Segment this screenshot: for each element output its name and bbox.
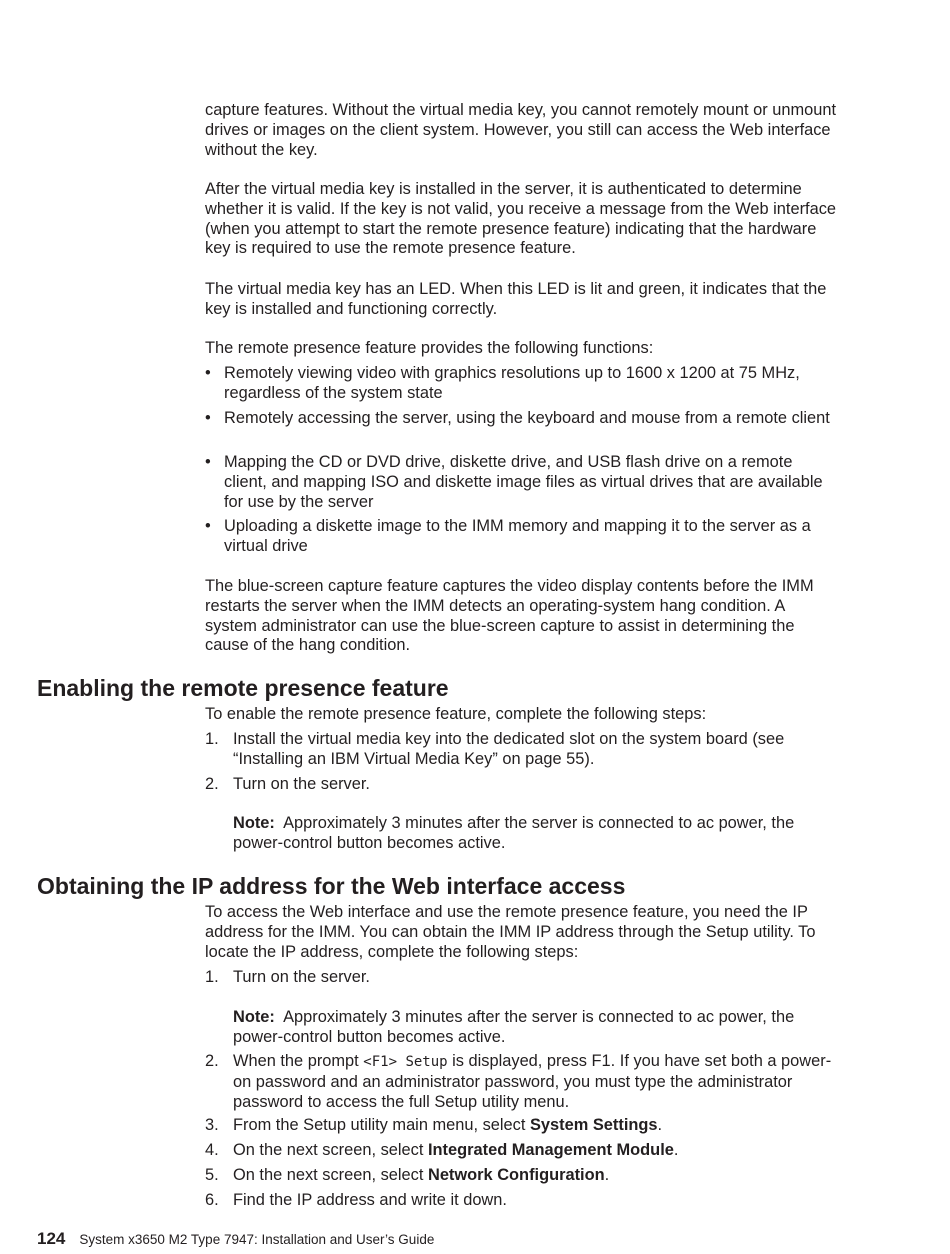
- list-item: [205, 453, 837, 512]
- step-number: 2.: [205, 775, 219, 793]
- list-item-text: Remotely viewing video with graphics resolutions up to 1600 x 1200 at 75 MHz, regardless of the system state: [224, 364, 800, 402]
- step-number: 1.: [205, 730, 219, 748]
- prompt-code: <F1> Setup: [363, 1054, 448, 1070]
- step-item: [205, 1191, 837, 1211]
- menu-item-network-configuration: Network Configuration: [427, 1166, 605, 1184]
- note-label: Note:: [233, 814, 275, 832]
- step-item: [205, 1166, 837, 1186]
- paragraph-key-led: The virtual media key has an LED. When this LED is lit and green, it indicates that the key is installed and functioning correctly.: [205, 280, 827, 318]
- step-text: [233, 1141, 837, 1161]
- step-text-post: .: [657, 1116, 663, 1134]
- document-title: System x3650 M2 Type 7947: Installation and User’s Guide: [79, 1232, 435, 1247]
- page-footer: [37, 1229, 434, 1249]
- list-item-text: Remotely accessing the server, using the keyboard and mouse from a remote client: [224, 409, 830, 427]
- bullet-mark: •: [205, 409, 211, 427]
- section-intro: To enable the remote presence feature, complete the following steps:: [205, 705, 707, 723]
- section-heading-obtain-ip-address: Obtaining the IP address for the Web interface access: [37, 873, 626, 899]
- bullet-mark: •: [205, 453, 211, 471]
- note: [233, 814, 837, 854]
- step-text-pre: On the next screen, select: [233, 1141, 424, 1159]
- note-text: Approximately 3 minutes after the server is connected to ac power, the power-control button becomes active.: [233, 1008, 795, 1046]
- step-number: 2.: [205, 1052, 219, 1070]
- paragraph-key-authentication: After the virtual media key is installed in the server, it is authenticated to determine whether it is valid. If the key is not valid, you receive a message from the Web interface (when you attempt to start the remote presence feature) indicating that the hardware key is required to use the remote presence feature.: [205, 180, 837, 258]
- paragraph-functions-intro: The remote presence feature provides the following functions:: [205, 339, 654, 357]
- step-item: [205, 775, 837, 795]
- list-item: [205, 364, 837, 404]
- step-text-post: .: [604, 1166, 610, 1184]
- step-text: Turn on the server.: [233, 968, 370, 986]
- step-number: 6.: [205, 1191, 219, 1209]
- note-text: Approximately 3 minutes after the server is connected to ac power, the power-control button becomes active.: [233, 814, 795, 852]
- list-item: [205, 409, 837, 429]
- paragraph-virtual-media-key: capture features. Without the virtual media key, you cannot remotely mount or unmount drives or images on the client system. However, you still can access the Web interface without the key.: [205, 101, 837, 159]
- note-label: Note:: [233, 1008, 275, 1026]
- step-text-pre: From the Setup utility main menu, select: [233, 1116, 526, 1134]
- step-number: 1.: [205, 968, 219, 986]
- list-item: [205, 517, 837, 557]
- step-item: [205, 1052, 837, 1112]
- page-number: 124: [37, 1229, 66, 1248]
- bullet-mark: •: [205, 364, 211, 382]
- menu-item-system-settings: System Settings: [530, 1116, 658, 1134]
- step-text: [233, 1166, 837, 1186]
- bullet-mark: •: [205, 517, 211, 535]
- step-text-post: .: [673, 1141, 679, 1159]
- section-intro: To access the Web interface and use the remote presence feature, you need the IP address for the IMM. You can obtain the IMM IP address through the Setup utility. To locate the IP address, complete the following steps:: [205, 903, 816, 961]
- note: [233, 1008, 837, 1048]
- step-text-pre: When the prompt: [233, 1052, 359, 1070]
- step-text: Turn on the server.: [233, 775, 370, 793]
- step-number: 4.: [205, 1141, 219, 1159]
- step-number: 3.: [205, 1116, 219, 1134]
- step-text-post: is displayed, press F1. If you have set both a power-on password and an administrator password, you must type the administrator password to access the full Setup utility menu.: [233, 1052, 832, 1111]
- paragraph-blue-screen-capture: The blue-screen capture feature captures the video display contents before the IMM restarts the server when the IMM detects an operating-system hang condition. A system administrator can use the blue-screen capture to assist in determining the cause of the hang condition.: [205, 577, 814, 655]
- step-item: [205, 1116, 837, 1136]
- step-text-pre: On the next screen, select: [233, 1166, 424, 1184]
- section-heading-enable-remote-presence: Enabling the remote presence feature: [37, 675, 449, 701]
- step-item: [205, 1141, 837, 1161]
- step-text: Install the virtual media key into the dedicated slot on the system board (see “Installing an IBM Virtual Media Key” on page 55).: [233, 730, 785, 768]
- step-text: [233, 1116, 837, 1136]
- step-text: Find the IP address and write it down.: [233, 1191, 507, 1209]
- step-text: [233, 1052, 837, 1112]
- list-item-text: Uploading a diskette image to the IMM memory and mapping it to the server as a virtual drive: [224, 517, 811, 555]
- step-item: [205, 730, 837, 770]
- step-item: [205, 968, 837, 988]
- menu-item-imm: Integrated Management Module: [427, 1141, 674, 1159]
- list-item-text: Mapping the CD or DVD drive, diskette drive, and USB flash drive on a remote client, and mapping ISO and diskette image files as virtual drives that are available for use by the server: [224, 453, 823, 511]
- step-number: 5.: [205, 1166, 219, 1184]
